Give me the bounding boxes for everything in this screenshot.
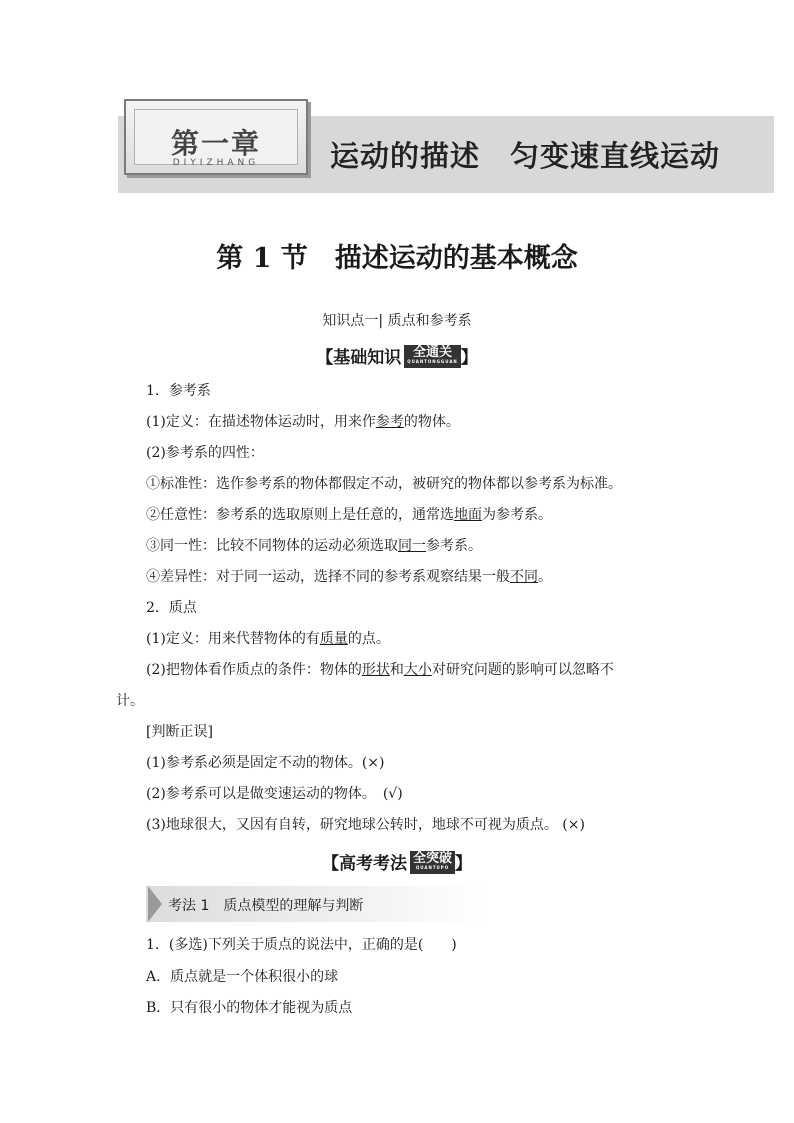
text-span: 参考系。 <box>426 538 482 554</box>
text-span: ③同一性：比较不同物体的运动必须选取 <box>146 538 398 554</box>
option-b: B．只有很小的物体才能视为质点 <box>146 1000 353 1016</box>
judge-item: (1)参考系必须是固定不动的物体。(×) <box>146 755 385 771</box>
badge-subtext: QUANTONGGUAN <box>407 358 458 364</box>
underlined-answer: 不同 <box>510 569 538 585</box>
chapter-number: 第一章 <box>170 127 261 160</box>
text-line <box>146 536 482 556</box>
text-span: ④差异性：对于同一运动，选择不同的参考系观察结果一般 <box>146 569 510 585</box>
text-span: 的物体。 <box>403 414 460 430</box>
heading-right: 】 <box>455 854 472 874</box>
heading-reference-frame: 1．参考系 <box>146 383 211 399</box>
text-line: (2)参考系的四性： <box>146 445 264 461</box>
badge-text: 全通关 <box>412 344 452 360</box>
text-span: 对研究问题的影响可以忽略不 <box>431 662 614 678</box>
option-a: A．质点就是一个体积很小的球 <box>146 969 339 985</box>
judge-item: (3)地球很大，又因有自转，研究地球公转时，地球不可视为质点。 (×) <box>146 817 585 833</box>
chapter-badge <box>124 99 308 175</box>
method-label: 考法 1 质点模型的理解与判断 <box>168 898 364 914</box>
heading-badge <box>410 851 455 874</box>
text-line <box>146 660 614 680</box>
exam-method-heading <box>0 849 794 876</box>
arrow-icon <box>148 886 162 922</box>
text-line <box>146 412 460 432</box>
text-line <box>146 505 552 525</box>
heading-badge <box>404 345 461 368</box>
heading-left: 【基础知识 <box>316 348 402 368</box>
underlined-answer: 地面 <box>454 507 482 523</box>
heading-particle: 2．质点 <box>146 600 197 616</box>
text-line <box>146 629 390 649</box>
heading-left: 【高考考法 <box>321 854 407 874</box>
chapter-pinyin: DIYIZHANG <box>172 158 260 168</box>
badge-subtext: QUANTUPO <box>415 864 450 870</box>
text-span: ②任意性：参考系的选取原则上是任意的，通常选 <box>146 507 454 523</box>
underlined-answer: 同一 <box>398 538 426 554</box>
text-span: (2)把物体看作质点的条件：物体的 <box>146 662 362 678</box>
text-span: 和 <box>389 662 404 678</box>
section-title: 第 1 节 描述运动的基本概念 <box>216 243 578 274</box>
underlined-answer: 形状 <box>361 662 390 678</box>
question-stem: 1．(多选)下列关于质点的说法中，正确的是( ) <box>146 937 457 953</box>
text-line-continuation: 计。 <box>116 693 144 709</box>
text-span: 的点。 <box>347 631 390 647</box>
chapter-title: 运动的描述 匀变速直线运动 <box>330 139 721 173</box>
text-line: ①标准性：选作参考系的物体都假定不动，被研究的物体都以参考系为标准。 <box>146 476 622 492</box>
judge-item: (2)参考系可以是做变速运动的物体。 (√) <box>146 786 403 802</box>
text-span: 为参考系。 <box>482 507 552 523</box>
underlined-answer: 质量 <box>319 631 348 647</box>
chapter-badge-inner <box>134 109 298 168</box>
text-line <box>146 567 552 587</box>
knowledge-point-title: 知识点一| 质点和参考系 <box>322 313 472 329</box>
text-span: 。 <box>538 569 552 585</box>
text-span: (1)定义：在描述物体运动时，用来作 <box>146 414 376 430</box>
underlined-answer: 大小 <box>403 662 432 678</box>
underlined-answer: 参考 <box>375 414 404 430</box>
badge-text: 全突破 <box>412 850 452 866</box>
judge-heading: [判断正误] <box>146 724 213 740</box>
text-span: (1)定义：用来代替物体的有 <box>146 631 320 647</box>
basic-knowledge-heading <box>0 343 794 370</box>
heading-right: 】 <box>460 348 478 368</box>
